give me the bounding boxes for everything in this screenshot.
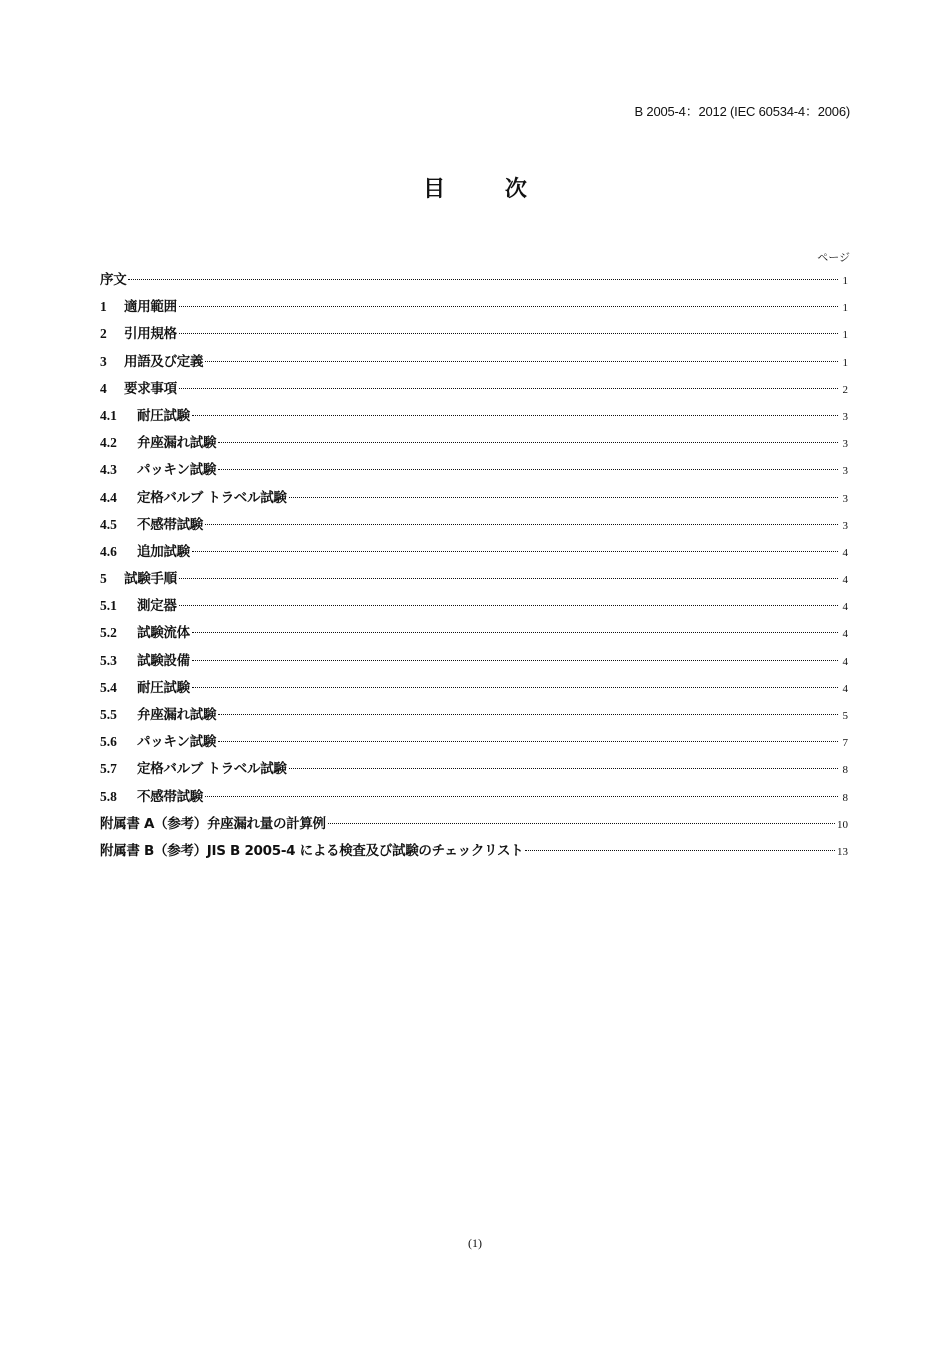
toc-entry-title: 測定器 — [137, 598, 177, 615]
toc-entry-title: 附属書 B（参考）JIS B 2005-4 による検査及び試験のチェックリスト — [100, 842, 524, 859]
toc-dot-leader — [179, 333, 838, 334]
toc-entry-title: 耐圧試験 — [137, 407, 190, 424]
toc-entry-title: 用語及び定義 — [124, 353, 204, 370]
toc-entry-number: 5.6 — [100, 734, 117, 750]
toc-entry[interactable] — [100, 569, 848, 596]
toc-entry-number: 5 — [100, 571, 107, 587]
toc-entry[interactable] — [100, 759, 848, 786]
toc-dot-leader — [192, 415, 838, 416]
toc-dot-leader — [328, 823, 835, 824]
page-number: (1) — [468, 1236, 482, 1250]
toc-dot-leader — [179, 306, 838, 307]
toc-entry-number: 5.8 — [100, 788, 117, 804]
toc-entry-page: 4 — [842, 682, 848, 695]
toc-entry-page: 8 — [842, 791, 848, 804]
toc-entry-title: 追加試験 — [137, 543, 190, 560]
toc-entry-number: 4.4 — [100, 489, 117, 505]
toc-entry-number: 5.4 — [100, 679, 117, 695]
toc-entry-page: 1 — [842, 302, 848, 315]
toc-dot-leader — [218, 714, 838, 715]
toc-dot-leader — [192, 660, 838, 661]
toc-entry[interactable] — [100, 460, 848, 487]
toc-entry[interactable] — [100, 705, 848, 732]
toc-entry-number: 1 — [100, 299, 107, 315]
toc-entry-title: 定格バルブ トラベル試験 — [137, 761, 287, 778]
toc-entry-page: 4 — [842, 655, 848, 668]
toc-dot-leader — [205, 361, 838, 362]
toc-dot-leader — [128, 279, 838, 280]
toc-entry[interactable] — [100, 787, 848, 814]
toc-entry-page: 4 — [842, 628, 848, 641]
page-title: 目 次 — [423, 177, 553, 202]
toc-dot-leader — [525, 850, 835, 851]
toc-entry-title: 不感帯試験 — [137, 516, 203, 533]
toc-entry[interactable] — [100, 623, 848, 650]
toc-entry-page: 1 — [842, 329, 848, 342]
toc-entry-title: 引用規格 — [124, 326, 177, 343]
toc-entry-page: 3 — [842, 438, 848, 451]
toc-entry[interactable] — [100, 270, 848, 297]
toc-entry-title: 附属書 A（参考）弁座漏れ量の計算例 — [100, 815, 326, 832]
toc-entry[interactable] — [100, 596, 848, 623]
toc-entry-page: 4 — [842, 546, 848, 559]
toc-entry-page: 3 — [842, 410, 848, 423]
toc-entry-title: パッキン試験 — [137, 734, 217, 751]
toc-entry[interactable] — [100, 841, 848, 868]
toc-entry-title: 弁座漏れ試験 — [137, 707, 217, 723]
toc-entry[interactable] — [100, 297, 848, 324]
document-code: B 2005-4：2012 (IEC 60534-4：2006) — [634, 104, 850, 119]
toc-entry-page: 3 — [842, 492, 848, 505]
toc-dot-leader — [179, 578, 838, 579]
toc-entry-title: 試験設備 — [137, 652, 190, 669]
toc-entry-page: 8 — [842, 764, 848, 777]
page-column-label: ページ — [817, 251, 850, 264]
toc-entry-title: 弁座漏れ試験 — [137, 435, 217, 452]
toc-entry[interactable] — [100, 488, 848, 515]
toc-entry-title: パッキン試験 — [137, 462, 217, 479]
toc-entry[interactable] — [100, 324, 848, 351]
toc-dot-leader — [192, 551, 838, 552]
toc-entry-title: 定格バルブ トラベル試験 — [137, 489, 287, 506]
toc-entry-number: 3 — [100, 353, 107, 369]
toc-entry-page: 1 — [842, 275, 848, 287]
toc-entry-number: 5.5 — [100, 707, 117, 722]
toc-entry-title: 序文 — [100, 272, 127, 288]
toc-entry[interactable] — [100, 678, 848, 705]
toc-entry[interactable] — [100, 542, 848, 569]
toc-entry-page: 1 — [842, 356, 848, 369]
toc-entry-number: 4.3 — [100, 462, 117, 478]
toc-dot-leader — [218, 469, 838, 470]
toc-dot-leader — [205, 796, 838, 797]
toc-entry-page: 3 — [842, 465, 848, 478]
toc-dot-leader — [218, 741, 838, 742]
toc-dot-leader — [218, 442, 838, 443]
toc-entry-number: 4.5 — [100, 516, 117, 532]
table-of-contents — [100, 270, 848, 868]
toc-entry-page: 2 — [842, 383, 848, 396]
toc-entry[interactable] — [100, 732, 848, 759]
toc-entry-number: 4.6 — [100, 543, 117, 559]
toc-entry-title: 不感帯試験 — [137, 788, 203, 805]
toc-entry-number: 5.1 — [100, 598, 117, 614]
toc-entry-title: 要求事項 — [124, 380, 177, 397]
toc-entry-page: 10 — [837, 818, 848, 831]
toc-entry-title: 試験流体 — [137, 625, 190, 642]
toc-dot-leader — [192, 687, 838, 688]
toc-dot-leader — [289, 768, 838, 769]
toc-entry-page: 3 — [842, 519, 848, 532]
toc-entry-number: 4 — [100, 380, 107, 396]
toc-entry-title: 耐圧試験 — [137, 679, 190, 696]
toc-entry[interactable] — [100, 515, 848, 542]
toc-entry[interactable] — [100, 433, 848, 460]
toc-entry-page: 4 — [842, 574, 848, 587]
toc-entry-page: 13 — [837, 845, 848, 858]
toc-entry-title: 適用範囲 — [124, 299, 177, 316]
toc-dot-leader — [205, 524, 838, 525]
toc-entry[interactable] — [100, 352, 848, 379]
toc-entry[interactable] — [100, 406, 848, 433]
toc-entry[interactable] — [100, 814, 848, 841]
toc-entry[interactable] — [100, 651, 848, 678]
toc-entry-number: 4.2 — [100, 435, 117, 451]
toc-entry-number: 2 — [100, 326, 107, 342]
toc-entry-page: 7 — [842, 737, 848, 750]
toc-entry-title: 試験手順 — [124, 571, 177, 588]
toc-entry[interactable] — [100, 379, 848, 406]
toc-entry-page: 5 — [842, 710, 848, 722]
toc-entry-page: 4 — [842, 601, 848, 614]
toc-dot-leader — [289, 497, 838, 498]
toc-entry-number: 5.2 — [100, 625, 117, 641]
toc-dot-leader — [179, 605, 838, 606]
toc-entry-number: 4.1 — [100, 407, 117, 423]
toc-dot-leader — [179, 388, 838, 389]
toc-entry-number: 5.7 — [100, 761, 117, 777]
toc-entry-number: 5.3 — [100, 652, 117, 668]
toc-dot-leader — [192, 632, 838, 633]
